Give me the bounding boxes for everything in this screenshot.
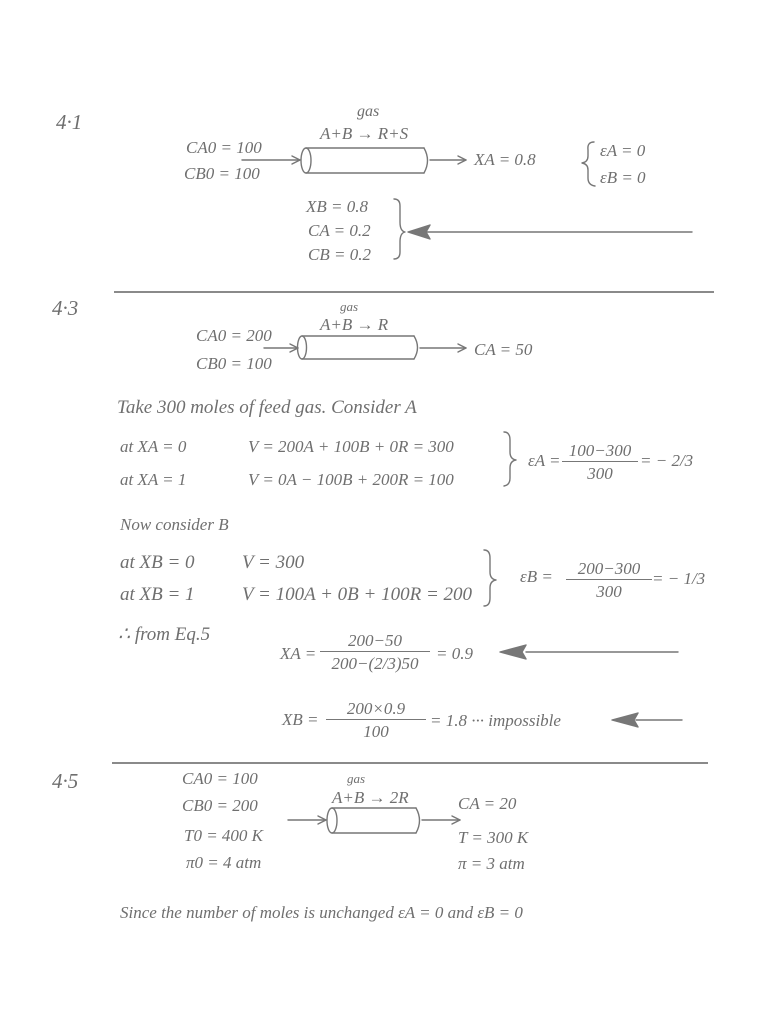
feed-pressure: π0 = 4 atm [186, 853, 262, 872]
tube-outlet-end [416, 808, 420, 833]
tube-outlet-end [414, 336, 418, 359]
feed-concentration-a: CA0 = 100 [186, 138, 262, 157]
outlet-pressure: π = 3 atm [458, 854, 525, 873]
volume-balance-b-line-2: V = 100A + 0B + 100R = 200 [242, 584, 473, 605]
tube-reactor-4-1 [242, 148, 466, 173]
outlet-conversion: XA = 0.8 [474, 150, 536, 169]
from-equation-label: ∴ from Eq.5 [118, 624, 211, 645]
conversion-b-label: XB = [282, 710, 319, 729]
basis-statement: Take 300 moles of feed gas. Consider A [117, 397, 417, 418]
condition-b-line-1: at XB = 0 [120, 552, 195, 573]
condition-b-line-2: at XB = 1 [120, 584, 195, 605]
result-conversion-b: XB = 0.8 [306, 197, 368, 216]
condition-a-line-2: at XA = 1 [120, 470, 187, 489]
right-brace [504, 432, 516, 486]
problem-number-4-5: 4·5 [52, 769, 79, 793]
problem-number-4-1: 4·1 [56, 110, 83, 134]
problem-number-4-3: 4·3 [52, 296, 79, 320]
conversion-a-label: XA = [280, 644, 317, 663]
result-concentration-b: CB = 0.2 [308, 245, 371, 264]
result-concentration-a: CA = 0.2 [308, 221, 371, 240]
fraction-denominator: 100 [363, 722, 389, 741]
volume-balance-a-line-1: V = 200A + 100B + 0R = 300 [248, 437, 454, 456]
left-brace [582, 142, 595, 186]
feed-concentration-b: CB0 = 200 [182, 796, 258, 815]
fraction-numerator: 100−300 [568, 441, 632, 460]
tube-reactor-4-5 [288, 808, 460, 833]
reaction-equation: A+B → R+S [320, 124, 409, 143]
fraction-denominator: 300 [587, 464, 613, 483]
volume-balance-b-line-1: V = 300 [242, 552, 305, 573]
phase-label: gas [357, 103, 380, 120]
pointer-arrow-head [612, 713, 638, 727]
fraction-denominator: 300 [596, 582, 622, 601]
right-brace [484, 550, 496, 606]
feed-concentration-a: CA0 = 100 [182, 769, 258, 788]
volume-balance-a-line-2: V = 0A − 100B + 200R = 100 [248, 470, 454, 489]
expansion-factor-a: εA = 0 [600, 141, 646, 160]
pointer-arrow-head [500, 645, 526, 659]
outlet-concentration: CA = 20 [458, 794, 517, 813]
expansion-factor-a-result: = − 2/3 [640, 451, 694, 470]
expansion-factor-b-result: = − 1/3 [652, 569, 706, 588]
feed-concentration-a: CA0 = 200 [196, 326, 272, 345]
tube-body [302, 336, 414, 359]
tube-body [332, 808, 416, 833]
tube-body [306, 148, 424, 173]
tube-inlet-end [301, 148, 311, 173]
consider-b-heading: Now consider B [120, 515, 229, 534]
tube-outlet-end [424, 148, 428, 173]
outlet-temperature: T = 300 K [458, 828, 529, 847]
tube-inlet-end [327, 808, 337, 833]
fraction-denominator: 200−(2/3)50 [331, 654, 419, 673]
feed-temperature: T0 = 400 K [184, 826, 264, 845]
phase-label: gas [347, 771, 366, 786]
phase-label: gas [340, 299, 359, 314]
right-brace [394, 199, 405, 259]
reaction-equation: A+B → R [320, 315, 389, 334]
expansion-factor-b: εB = 0 [600, 168, 646, 187]
condition-a-line-1: at XA = 0 [120, 437, 187, 456]
outlet-concentration: CA = 50 [474, 340, 533, 359]
fraction-numerator: 200×0.9 [346, 699, 406, 718]
expansion-factor-b-label: εB = [520, 567, 553, 586]
feed-concentration-b: CB0 = 100 [196, 354, 272, 373]
conversion-b-result: = 1.8 ··· impossible [430, 711, 561, 730]
feed-concentration-b: CB0 = 100 [184, 164, 260, 183]
conversion-a-result: = 0.9 [436, 644, 473, 663]
fraction-numerator: 200−50 [348, 631, 402, 650]
tube-reactor-4-3 [264, 336, 466, 359]
conclusion-statement: Since the number of moles is unchanged εA = 0 and εB = 0 [120, 903, 523, 922]
expansion-factor-a-label: εA = [528, 451, 561, 470]
reaction-equation: A+B → 2R [332, 788, 409, 807]
pointer-arrow-head [408, 225, 430, 239]
fraction-numerator: 200−300 [577, 559, 641, 578]
tube-inlet-end [298, 336, 307, 359]
